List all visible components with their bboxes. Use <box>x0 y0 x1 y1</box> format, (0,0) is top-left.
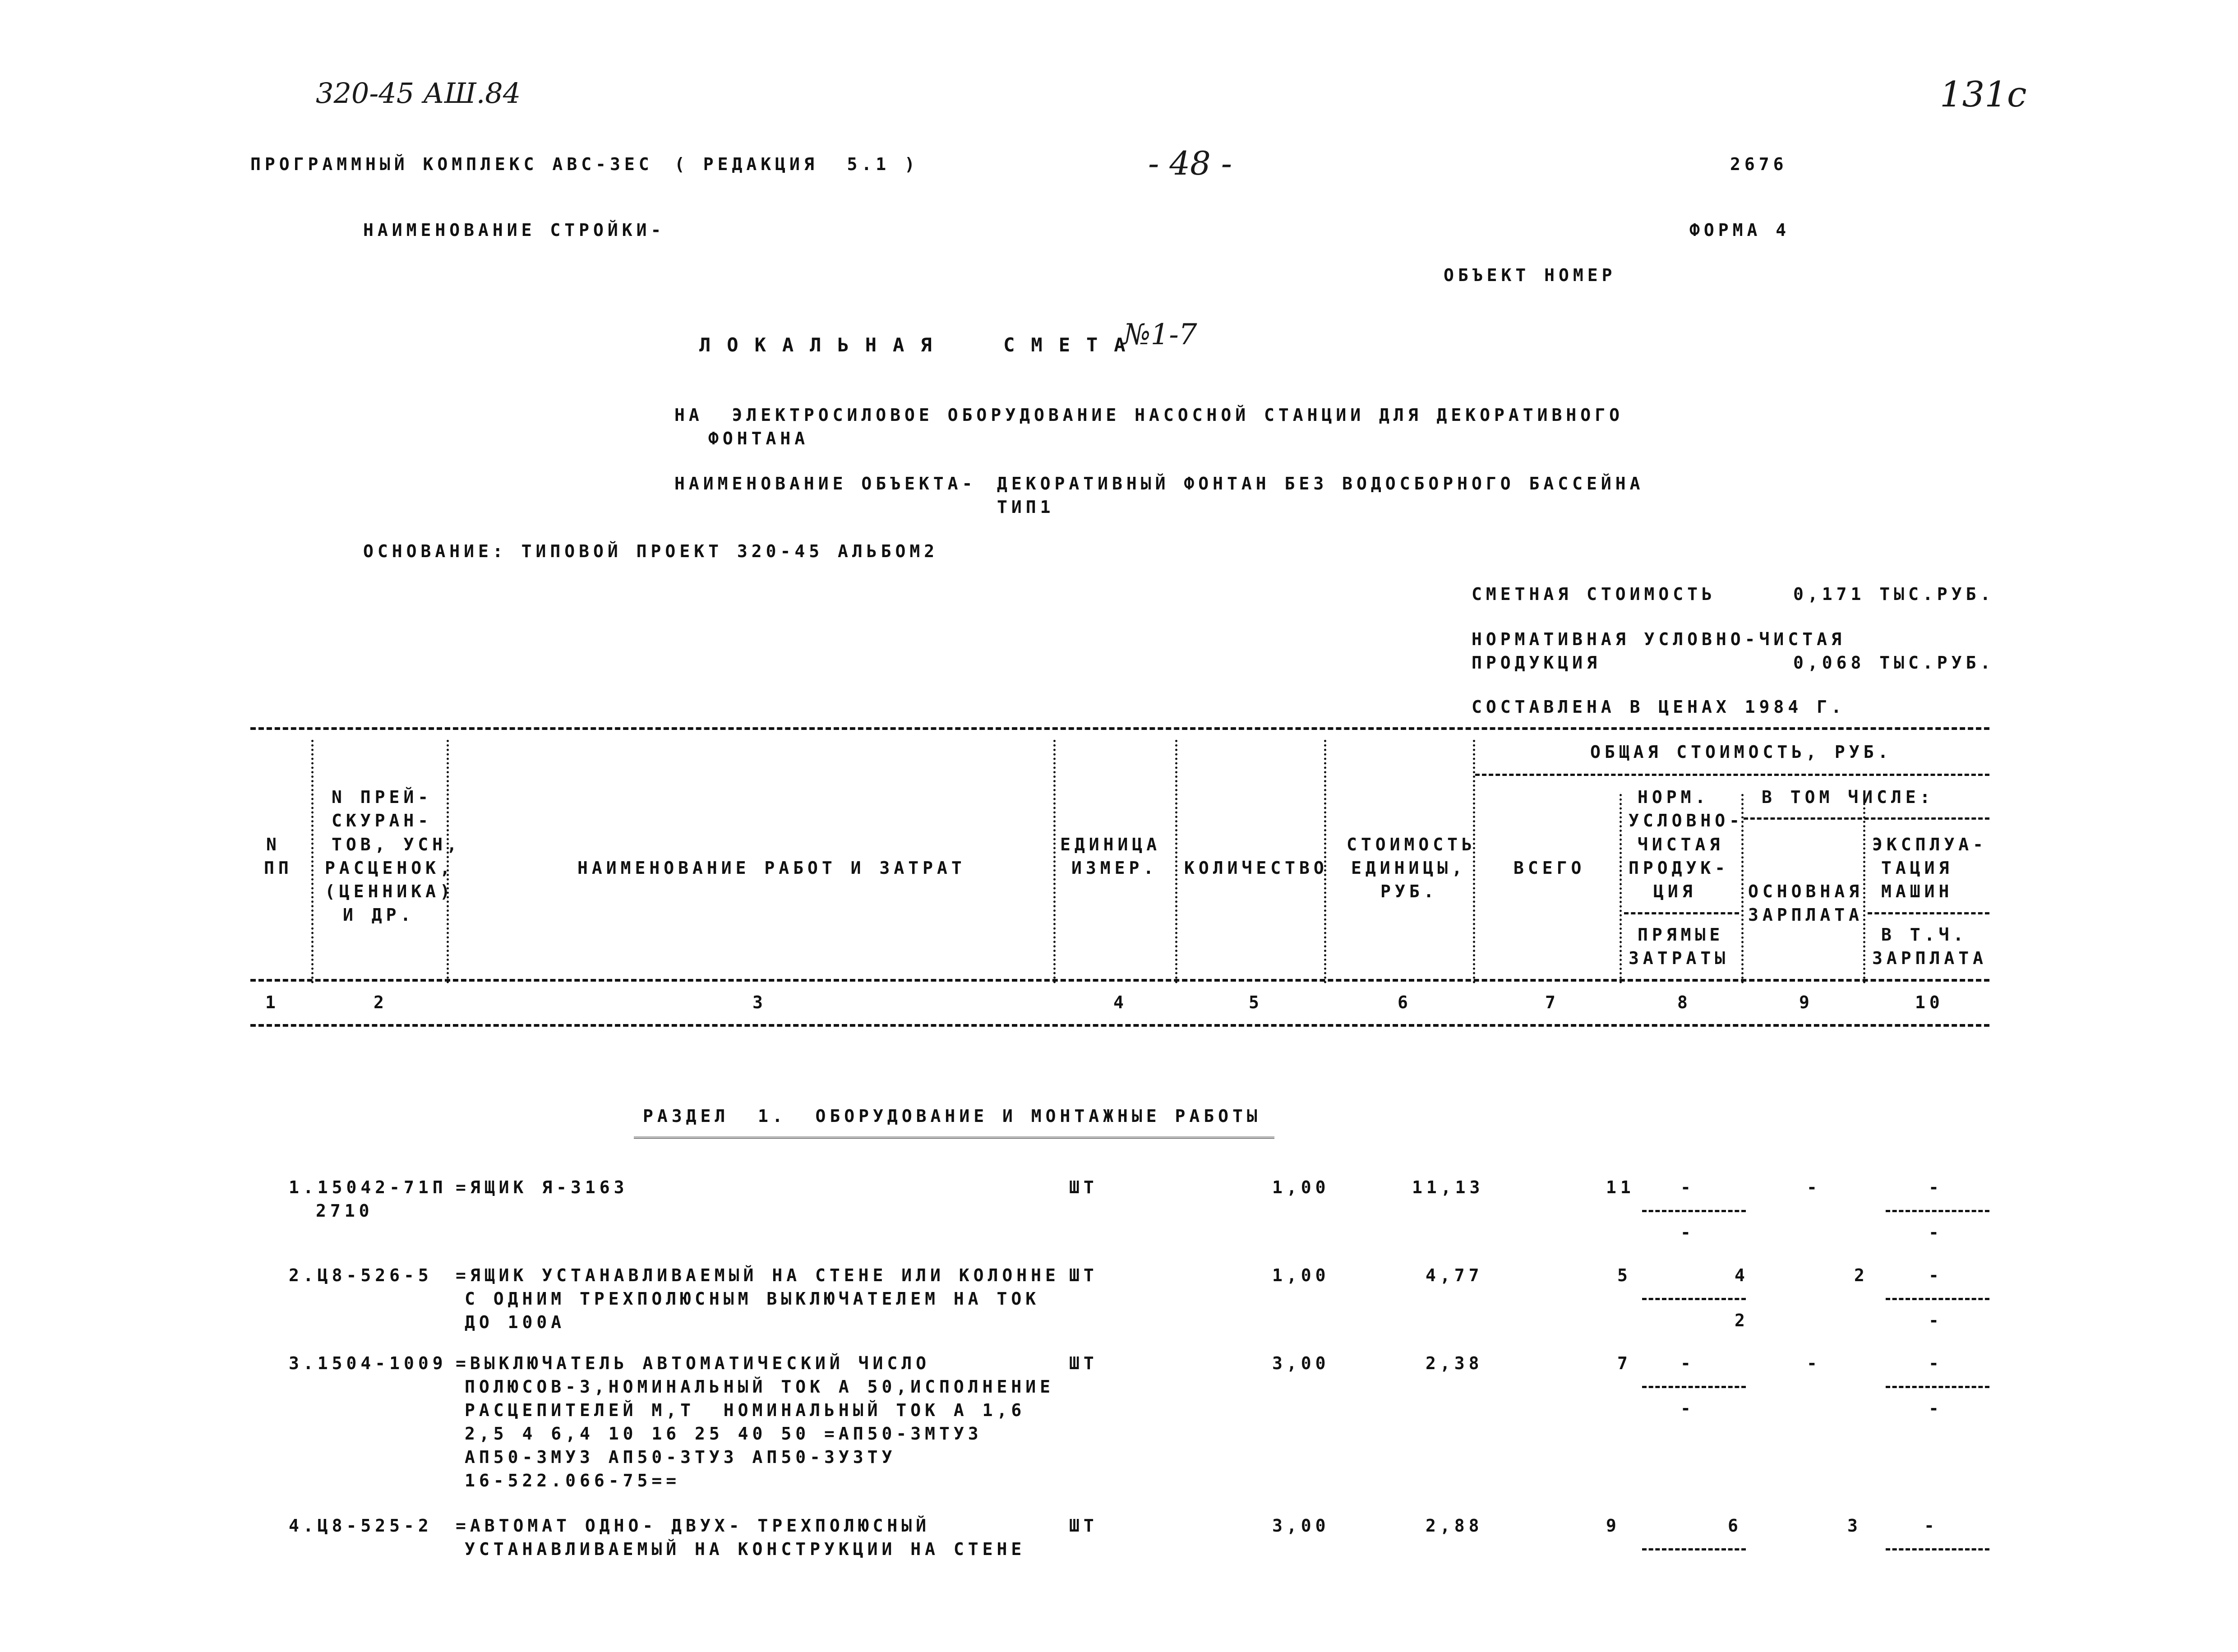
row-unit-price: 4,77 <box>1426 1265 1483 1285</box>
header-including-rule <box>1744 817 1989 820</box>
row-unit: ШТ <box>1069 1353 1098 1373</box>
section-title: РАЗДЕЛ 1. ОБОРУДОВАНИЕ И МОНТАЖНЫЕ РАБОТЫ <box>643 1106 1261 1126</box>
row-machines-wage: - <box>1929 1311 1943 1330</box>
row-code: 4.Ц8-525-2 <box>289 1516 433 1536</box>
estimate-subject-line-2: ФОНТАНА <box>708 429 809 448</box>
construction-name-label: НАИМЕНОВАНИЕ СТРОЙКИ- <box>363 220 665 240</box>
normative-production-value: 0,068 ТЫС.РУБ. <box>1793 653 1995 673</box>
column-number: 9 <box>1799 992 1813 1012</box>
column-number: 3 <box>752 992 767 1012</box>
header-norm-rule <box>1624 912 1739 914</box>
section-title-underline <box>634 1137 1274 1140</box>
header-col2-line4: РАСЦЕНОК, <box>325 858 454 878</box>
header-machines-wage-line1: В Т.Ч. <box>1881 925 1968 945</box>
row-total: 11 <box>1606 1177 1635 1197</box>
handwritten-document-reference: 320-45 АШ.84 <box>316 77 521 110</box>
header-direct-costs-line2: ЗАТРАТЫ <box>1629 948 1730 968</box>
table-top-rule <box>250 727 1989 730</box>
header-norm-line1: НОРМ. <box>1638 787 1710 807</box>
header-norm-line4: ПРОДУК- <box>1629 858 1730 878</box>
header-unit-line2: ИЗМЕР. <box>1071 858 1158 878</box>
column-separator <box>1863 794 1865 983</box>
row-machines: - <box>1929 1265 1943 1285</box>
estimate-title: ЛОКАЛЬНАЯ СМЕТА <box>699 334 1142 356</box>
row-base-wage: - <box>1807 1177 1821 1197</box>
column-number-bottom-rule <box>250 1024 1989 1027</box>
row-norm-production: 6 <box>1728 1516 1742 1536</box>
object-name-label: НАИМЕНОВАНИЕ ОБЪЕКТА- <box>674 474 977 494</box>
header-machines-line1: ЭКСПЛУА- <box>1872 835 1988 854</box>
row-direct-costs: - <box>1680 1398 1695 1418</box>
header-unit-line1: ЕДИНИЦА <box>1060 835 1161 854</box>
header-unit-cost-line1: СТОИМОСТЬ <box>1347 835 1476 854</box>
row-code: 2.Ц8-526-5 <box>289 1265 433 1285</box>
row-unit-price: 2,88 <box>1426 1516 1483 1536</box>
row-quantity: 1,00 <box>1272 1177 1330 1197</box>
row-total: 7 <box>1617 1353 1632 1373</box>
row-split-rule <box>1642 1548 1746 1550</box>
estimated-cost-label: СМЕТНАЯ СТОИМОСТЬ <box>1472 584 1716 604</box>
handwritten-page-number: - 48 - <box>1148 144 1232 182</box>
header-norm-line2: УСЛОВНО- <box>1629 811 1744 831</box>
row-unit-price: 11,13 <box>1412 1177 1484 1197</box>
column-number: 10 <box>1915 992 1944 1012</box>
row-description-line: АП50-3МУ3 АП50-3ТУ3 АП50-3У3ТУ <box>465 1447 896 1467</box>
object-number-label: ОБЪЕКТ НОМЕР <box>1444 265 1616 285</box>
header-norm-line3: ЧИСТАЯ <box>1638 835 1724 854</box>
normative-production-label-2: ПРОДУКЦИЯ <box>1472 653 1601 673</box>
header-work-name: НАИМЕНОВАНИЕ РАБОТ И ЗАТРАТ <box>577 858 966 878</box>
column-separator <box>1620 794 1622 983</box>
row-description-line: =АВТОМАТ ОДНО- ДВУХ- ТРЕХПОЛЮСНЫЙ <box>456 1516 930 1536</box>
header-machines-line2: ТАЦИЯ <box>1881 858 1953 878</box>
header-base-wage-line1: ОСНОВНАЯ <box>1748 881 1864 901</box>
program-name: ПРОГРАММНЫЙ КОМПЛЕКС АВС-3ЕС <box>250 154 653 174</box>
row-total: 9 <box>1606 1516 1620 1536</box>
row-description-line: РАСЦЕПИТЕЛЕЙ М,Т НОМИНАЛЬНЫЙ ТОК А 1,6 <box>465 1400 1026 1420</box>
row-description-line: С ОДНИМ ТРЕХПОЛЮСНЫМ ВЫКЛЮЧАТЕЛЕМ НА ТОК <box>465 1289 1040 1309</box>
row-description-line: ДО 100А <box>465 1312 566 1332</box>
row-quantity: 1,00 <box>1272 1265 1330 1285</box>
row-machines: - <box>1924 1516 1938 1536</box>
row-split-rule <box>1886 1386 1989 1388</box>
header-norm-line5: ЦИЯ <box>1653 881 1697 901</box>
row-unit: ШТ <box>1069 1516 1098 1536</box>
estimate-subject-line-1: НА ЭЛЕКТРОСИЛОВОЕ ОБОРУДОВАНИЕ НАСОСНОЙ СТАНЦИИ ДЛЯ ДЕКОРАТИВНОГО <box>674 405 1624 425</box>
header-including: В ТОМ ЧИСЛЕ: <box>1762 787 1934 807</box>
row-description-line: УСТАНАВЛИВАЕМЫЙ НА КОНСТРУКЦИИ НА СТЕНЕ <box>465 1539 1026 1559</box>
column-number: 6 <box>1398 992 1412 1012</box>
row-quantity: 3,00 <box>1272 1516 1330 1536</box>
form-label: ФОРМА 4 <box>1689 220 1790 240</box>
object-name-value-1: ДЕКОРАТИВНЫЙ ФОНТАН БЕЗ ВОДОСБОРНОГО БАССЕЙНА <box>997 474 1644 494</box>
row-description-line: 2,5 4 6,4 10 16 25 40 50 =АП50-3МТУ3 <box>465 1424 983 1444</box>
header-unit-cost-line3: РУБ. <box>1380 881 1438 901</box>
column-separator <box>1053 740 1056 983</box>
header-col1-line2: ПП <box>264 858 293 878</box>
row-code: 1.15042-71П <box>289 1177 447 1197</box>
header-total-cost-rule <box>1475 774 1989 776</box>
row-split-rule <box>1642 1298 1746 1300</box>
header-machines-rule <box>1868 912 1989 914</box>
row-split-rule <box>1642 1386 1746 1388</box>
price-basis-note: СОСТАВЛЕНА В ЦЕНАХ 1984 Г. <box>1472 697 1846 717</box>
header-quantity: КОЛИЧЕСТВО <box>1184 858 1328 878</box>
row-total: 5 <box>1617 1265 1632 1285</box>
column-separator <box>1175 740 1177 983</box>
column-number: 2 <box>374 992 388 1012</box>
row-direct-costs: - <box>1680 1223 1695 1242</box>
row-code-extra: 2710 <box>316 1201 374 1221</box>
row-direct-costs: 2 <box>1735 1311 1749 1330</box>
estimate-basis: ОСНОВАНИЕ: ТИПОВОЙ ПРОЕКТ 320-45 АЛЬБОМ2 <box>363 541 939 561</box>
column-number: 8 <box>1677 992 1692 1012</box>
row-description-line: =ЯЩИК УСТАНАВЛИВАЕМЫЙ НА СТЕНЕ ИЛИ КОЛОННЕ <box>456 1265 1060 1285</box>
header-total-cost: ОБЩАЯ СТОИМОСТЬ, РУБ. <box>1590 742 1892 762</box>
object-name-value-2: ТИП1 <box>997 497 1055 517</box>
row-unit: ШТ <box>1069 1265 1098 1285</box>
header-col2-line1: N ПРЕЙ- <box>332 787 433 807</box>
row-unit-price: 2,38 <box>1426 1353 1483 1373</box>
column-separator <box>1473 740 1475 983</box>
row-description-line: =ЯЩИК Я-3163 <box>456 1177 628 1197</box>
row-description-line: =ВЫКЛЮЧАТЕЛЬ АВТОМАТИЧЕСКИЙ ЧИСЛО <box>456 1353 930 1373</box>
column-separator <box>311 740 314 983</box>
row-code: 3.1504-1009 <box>289 1353 447 1373</box>
header-unit-cost-line2: ЕДИНИЦЫ, <box>1351 858 1467 878</box>
program-edition: ( РЕДАКЦИЯ 5.1 ) <box>674 154 919 174</box>
handwritten-sheet-number: 131с <box>1940 74 2027 115</box>
header-machines-line3: МАШИН <box>1881 881 1953 901</box>
row-description-line: 16-522.066-75== <box>465 1471 681 1490</box>
row-split-rule <box>1886 1298 1989 1300</box>
handwritten-estimate-number: №1-7 <box>1123 318 1197 351</box>
row-description-line: ПОЛЮСОВ-3,НОМИНАЛЬНЫЙ ТОК А 50,ИСПОЛНЕНИЕ <box>465 1377 1054 1397</box>
row-machines-wage: - <box>1929 1223 1943 1242</box>
header-col2-line2: СКУРАН- <box>332 811 433 831</box>
header-col2-line6: И ДР. <box>343 905 415 925</box>
header-col2-line5: (ЦЕННИКА) <box>325 881 454 901</box>
header-machines-wage-line2: ЗАРПЛАТА <box>1872 948 1988 968</box>
row-norm-production: - <box>1680 1353 1695 1373</box>
row-quantity: 3,00 <box>1272 1353 1330 1373</box>
column-number: 1 <box>265 992 280 1012</box>
row-unit: ШТ <box>1069 1177 1098 1197</box>
table-header-bottom-rule <box>250 979 1989 982</box>
row-machines: - <box>1929 1353 1943 1373</box>
row-split-rule <box>1642 1210 1746 1212</box>
document-code: 2676 <box>1730 154 1788 174</box>
header-total: ВСЕГО <box>1514 858 1586 878</box>
row-norm-production: - <box>1680 1177 1695 1197</box>
column-number: 7 <box>1545 992 1560 1012</box>
row-split-rule <box>1886 1210 1989 1212</box>
row-base-wage: 3 <box>1847 1516 1862 1536</box>
row-machines: - <box>1929 1177 1943 1197</box>
row-machines-wage: - <box>1929 1398 1943 1418</box>
estimated-cost-value: 0,171 ТЫС.РУБ. <box>1793 584 1995 604</box>
column-number: 4 <box>1113 992 1128 1012</box>
header-base-wage-line2: ЗАРПЛАТА <box>1748 905 1864 925</box>
header-direct-costs-line1: ПРЯМЫЕ <box>1638 925 1724 945</box>
header-col2-line3: ТОВ, УСН, <box>332 835 461 854</box>
row-norm-production: 4 <box>1735 1265 1749 1285</box>
column-number: 5 <box>1249 992 1263 1012</box>
row-base-wage: - <box>1807 1353 1821 1373</box>
row-split-rule <box>1886 1548 1989 1550</box>
header-col1-line1: N <box>266 835 281 854</box>
row-base-wage: 2 <box>1854 1265 1869 1285</box>
normative-production-label-1: НОРМАТИВНАЯ УСЛОВНО-ЧИСТАЯ <box>1472 629 1846 649</box>
